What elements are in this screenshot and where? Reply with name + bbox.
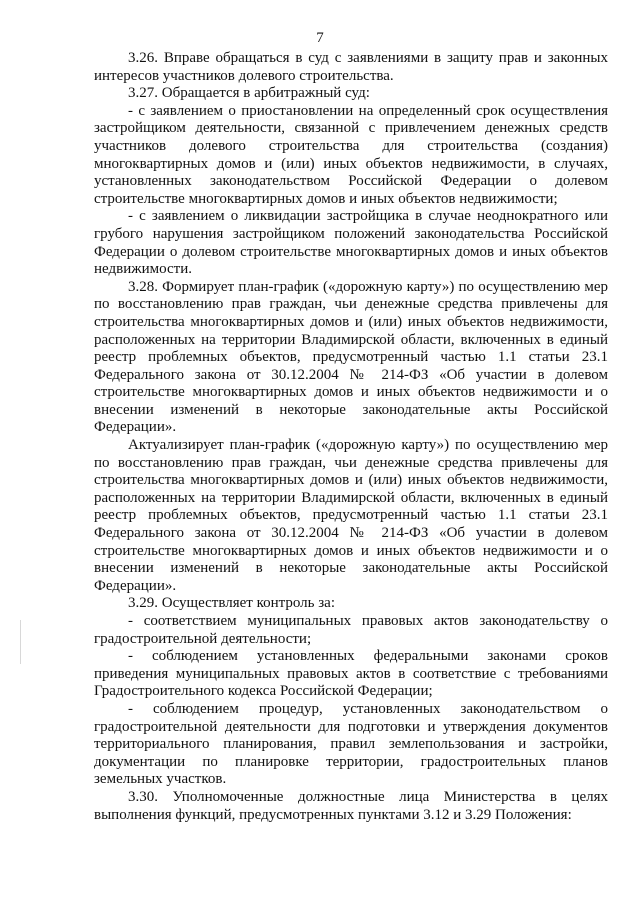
paragraph-3-29-item-2: - соблюдением установленных федеральными законами сроков приведения муниципальных правовых актов в соответствие с требованиями Градостроительного кодекса Российской Федерации;: [94, 648, 608, 700]
paragraph-3-29-item-3: - соблюдением процедур, установленных законодательством о градостроительной деятельности для подготовки и утверждения документов территориального планирования, правил землепользования и застройки, документации по планировке территории, градостроительных планов земельных участков.: [94, 700, 608, 788]
paragraph-3-28-update: Актуализирует план-график («дорожную карту») по осуществлению мер по восстановлению прав граждан, чьи денежные средства привлечены для строительства многоквартирных домов и (или) иных объектов недвижимости, расположенных на территории Владимирской области, включенных в единый реестр проблемных объектов, предусмотренный частью 1.1 статьи 23.1 Федерального закона от 30.12.2004 № 214-ФЗ «Об участии в долевом строительстве многоквартирных домов и иных объектов недвижимости и о внесении изменений в некоторые законодательные акты Российской Федерации».: [94, 437, 608, 594]
paragraph-3-27: 3.27. Обращается в арбитражный суд:: [128, 85, 370, 102]
paragraph-3-30: 3.30. Уполномоченные должностные лица Министерства в целях выполнения функций, предусмотренных пунктами 3.12 и 3.29 Положения:: [94, 788, 608, 823]
paragraph-3-28: 3.28. Формирует план-график («дорожную карту») по осуществлению мер по восстановлению прав граждан, чьи денежные средства привлечены для строительства многоквартирных домов и (или) иных объектов недвижимости, расположенных на территории Владимирской области, включенных в единый реестр проблемных объектов, предусмотренный частью 1.1 статьи 23.1 Федерального закона от 30.12.2004 № 214-ФЗ «Об участии в долевом строительстве многоквартирных домов и иных объектов недвижимости и о внесении изменений в некоторые законодательные акты Российской Федерации».: [94, 278, 608, 436]
paragraph-3-29: 3.29. Осуществляет контроль за:: [128, 595, 335, 612]
page-number: 7: [316, 30, 324, 46]
paragraph-3-26: 3.26. Вправе обращаться в суд с заявлениями в защиту прав и законных интересов участников долевого строительства.: [94, 50, 608, 84]
paragraph-3-27-item-2: - с заявлением о ликвидации застройщика в случае неоднократного или грубого нарушения застройщиком положений законодательства Российской Федерации о долевом строительстве многоквартирных домов и иных объектов недвижимости.: [94, 208, 608, 278]
paragraph-3-29-item-1: - соответствием муниципальных правовых актов законодательству о градостроительной деятельности;: [94, 613, 608, 647]
scan-margin-mark: [20, 620, 21, 664]
paragraph-3-27-item-1: - с заявлением о приостановлении на определенный срок осуществления застройщиком деятельности, связанной с привлечением денежных средств участников долевого строительства для строительства (создания) многоквартирных домов и (или) иных объектов недвижимости, в случаях, установленных законодательством Российской Федерации о долевом строительстве многоквартирных домов и иных объектов недвижимости;: [94, 102, 608, 207]
document-body: [94, 50, 608, 824]
